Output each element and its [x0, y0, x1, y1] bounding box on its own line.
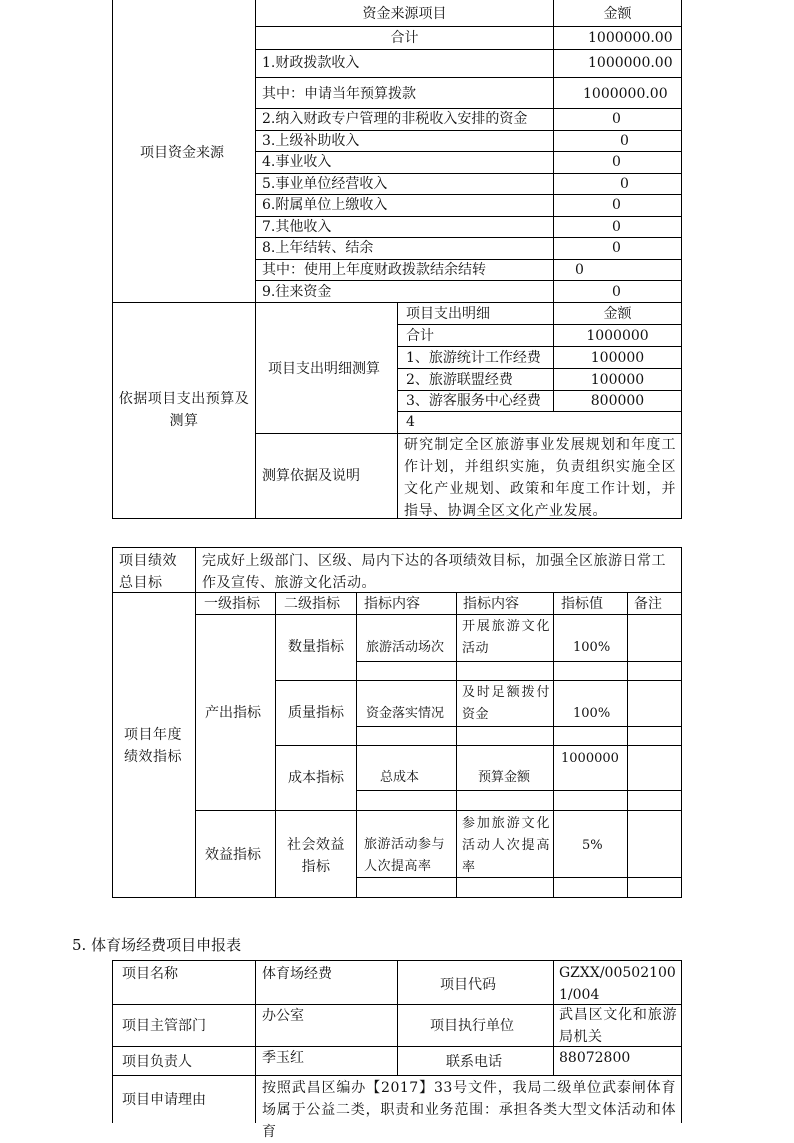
expenditure-section-label: 依据项目支出预算及测算: [118, 391, 250, 429]
funding-header-item: 资金来源项目: [362, 6, 447, 22]
reason-label: 项目申请理由: [122, 1092, 206, 1108]
section-heading: 5. 体育场经费项目申报表: [72, 936, 242, 954]
funding-row-amount: 0: [612, 111, 621, 127]
funding-row-item: 7.其他收入: [262, 219, 332, 235]
performance-goal-text: 完成好上级部门、区级、局内下达的各项绩效目标，加强全区旅游日常工作及宣传、旅游文化活动。: [202, 553, 666, 591]
project-name-value: 体育场经费: [262, 966, 332, 982]
funding-row-amount: 0: [612, 240, 621, 256]
funding-section-label: 项目资金来源: [140, 145, 224, 161]
level2-indicator: 质量指标: [288, 705, 344, 721]
funding-row-item: 其中：使用上年度财政拨款结余结转: [262, 262, 486, 278]
exec-unit-value: 武昌区文化和旅游局机关: [559, 1007, 677, 1045]
funding-row-amount: 1000000.00: [583, 86, 668, 102]
indicator-content1: 旅游活动参与人次提高率: [364, 837, 446, 874]
owner-value: 季玉红: [262, 1050, 304, 1066]
output-indicator-label: 产出指标: [205, 705, 261, 721]
indicator-content1: 总成本: [380, 770, 420, 785]
funding-row-amount: 0: [575, 262, 584, 278]
funding-row-amount: 0: [612, 154, 621, 170]
expenditure-row-item: 4: [406, 414, 415, 430]
level2-indicator: 数量指标: [288, 639, 344, 655]
reason-text: 按照武昌区编办【2017】33号文件，我局二级单位武泰闸体育场属于公益二类，职责和业务范围：承担各类大型文体活动和体育: [262, 1080, 676, 1140]
expenditure-row-amount: 100000: [590, 372, 645, 388]
performance-annual-label: 项目年度绩效指标: [124, 727, 182, 765]
funding-row-item: 合计: [390, 30, 419, 46]
indicator-value: 5%: [582, 838, 603, 853]
funding-row-amount: 0: [620, 133, 629, 149]
expenditure-basis-text: 研究制定全区旅游事业发展规划和年度工作计划，并组织实施，负责组织实施全区文化产业规划、政策和年度工作计划，并指导、协调全区文化产业发展。: [404, 437, 676, 519]
header-value: 指标值: [561, 596, 603, 612]
expenditure-header-amount: 金额: [603, 306, 632, 322]
funding-row-amount: 0: [620, 176, 629, 192]
indicator-content2: 预算金额: [478, 770, 531, 785]
header-content1: 指标内容: [364, 596, 420, 612]
indicator-content1: 资金落实情况: [366, 706, 445, 721]
expenditure-basis-label: 测算依据及说明: [262, 468, 360, 484]
funding-row-item: 3.上级补助收入: [262, 133, 360, 149]
expenditure-row-amount: 100000: [590, 350, 645, 366]
project-name-label: 项目名称: [122, 966, 178, 982]
indicator-content2: 参加旅游文化活动人次提高率: [462, 816, 550, 875]
funding-row-item: 6.附属单位上缴收入: [262, 197, 388, 213]
expenditure-row-amount: 800000: [590, 393, 645, 409]
indicator-content2: 开展旅游文化活动: [462, 619, 550, 656]
dept-label: 项目主管部门: [122, 1018, 206, 1034]
level2-indicator: 社会效益指标: [287, 837, 345, 875]
funding-row-item: 9.往来资金: [262, 284, 332, 300]
funding-row-amount: 0: [612, 219, 621, 235]
phone-value: 88072800: [559, 1050, 631, 1066]
phone-label: 联系电话: [446, 1054, 502, 1070]
funding-row-item: 1.财政拨款收入: [262, 55, 360, 71]
performance-goal-label: 项目绩效总目标: [119, 553, 177, 591]
funding-row-amount: 0: [612, 284, 621, 300]
indicator-content1: 旅游活动场次: [366, 640, 445, 655]
project-code-label: 项目代码: [440, 977, 496, 993]
expenditure-header-item: 项目支出明细: [406, 306, 490, 322]
funding-row-item: 其中：申请当年预算拨款: [262, 86, 416, 102]
benefit-indicator-label: 效益指标: [205, 847, 261, 863]
expenditure-row-item: 3、游客服务中心经费: [406, 393, 541, 409]
funding-row-amount: 1000000.00: [588, 30, 673, 46]
project-code-value: GZXX/005021001/004: [559, 965, 676, 1003]
funding-row-item: 2.纳入财政专户管理的非税收入安排的资金: [262, 111, 528, 127]
funding-row-item: 4.事业收入: [262, 154, 332, 170]
funding-header-amount: 金额: [603, 6, 632, 22]
indicator-content2: 及时足额拨付资金: [462, 685, 550, 722]
header-level1: 一级指标: [204, 596, 260, 612]
expenditure-row-amount: 1000000: [586, 328, 649, 344]
expenditure-row-item: 合计: [406, 328, 434, 344]
indicator-value: 100%: [573, 706, 611, 721]
owner-label: 项目负责人: [122, 1054, 192, 1070]
funding-row-amount: 0: [612, 197, 621, 213]
header-level2: 二级指标: [284, 596, 340, 612]
header-content2: 指标内容: [463, 596, 519, 612]
expenditure-row-item: 1、旅游统计工作经费: [406, 350, 541, 366]
dept-value: 办公室: [262, 1008, 304, 1024]
level2-indicator: 成本指标: [288, 770, 344, 786]
funding-row-amount: 1000000.00: [588, 55, 673, 71]
funding-row-item: 5.事业单位经营收入: [262, 176, 388, 192]
indicator-value: 1000000: [561, 751, 619, 766]
header-remark: 备注: [634, 596, 662, 612]
funding-row-item: 8.上年结转、结余: [262, 240, 374, 256]
indicator-value: 100%: [573, 640, 611, 655]
expenditure-detail-label: 项目支出明细测算: [268, 361, 380, 377]
exec-unit-label: 项目执行单位: [430, 1018, 514, 1034]
expenditure-row-item: 2、旅游联盟经费: [406, 372, 513, 388]
